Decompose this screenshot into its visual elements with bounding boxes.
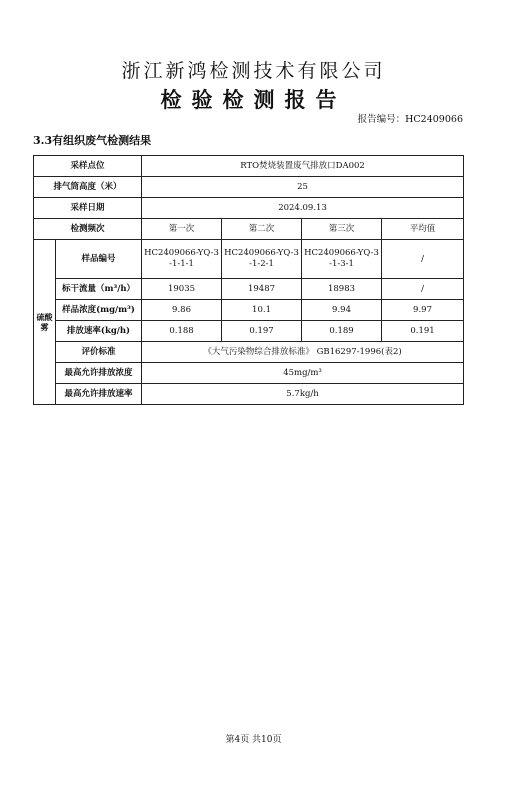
table-row — [34, 219, 464, 240]
pollutant-name: 硫酸雾 — [34, 240, 56, 405]
table-row — [34, 342, 464, 363]
sample-id-avg: / — [382, 240, 464, 279]
table-row — [34, 384, 464, 405]
results-table — [33, 155, 464, 405]
table-row — [34, 156, 464, 177]
concentration-1: 9.86 — [142, 300, 222, 321]
concentration-3: 9.94 — [302, 300, 382, 321]
max-concentration-label: 最高允许排放浓度 — [56, 363, 142, 384]
table-row — [34, 363, 464, 384]
flow-label: 标干流量（m³/h） — [56, 279, 142, 300]
flow-avg: / — [382, 279, 464, 300]
max-rate-label: 最高允许排放速率 — [56, 384, 142, 405]
standard-label: 评价标准 — [56, 342, 142, 363]
table-row — [34, 177, 464, 198]
report-number: 报告编号：HC2409066 — [357, 114, 463, 125]
max-rate-value: 5.7kg/h — [142, 384, 464, 405]
sampling-point-label: 采样点位 — [34, 156, 142, 177]
flow-3: 18983 — [302, 279, 382, 300]
sample-id-1: HC2409066-YQ-3-1-1-1 — [142, 240, 222, 279]
company-name: 浙江新鸿检测技术有限公司 — [121, 60, 386, 82]
sample-id-label: 样品编号 — [56, 240, 142, 279]
table-row — [34, 321, 464, 342]
flow-2: 19487 — [222, 279, 302, 300]
page-footer: 第4页 共10页 — [225, 735, 282, 745]
emission-rate-2: 0.197 — [222, 321, 302, 342]
frequency-col-2: 第二次 — [222, 219, 302, 240]
emission-rate-3: 0.189 — [302, 321, 382, 342]
table-row — [34, 279, 464, 300]
sampling-date-label: 采样日期 — [34, 198, 142, 219]
flow-1: 19035 — [142, 279, 222, 300]
frequency-label: 检测频次 — [34, 219, 142, 240]
emission-rate-avg: 0.191 — [382, 321, 464, 342]
frequency-col-3: 第三次 — [302, 219, 382, 240]
emission-rate-label: 排放速率(kg/h) — [56, 321, 142, 342]
table-row — [34, 240, 464, 279]
table-row — [34, 198, 464, 219]
concentration-2: 10.1 — [222, 300, 302, 321]
section-title: 3.3有组织废气检测结果 — [33, 134, 152, 147]
emission-rate-1: 0.188 — [142, 321, 222, 342]
frequency-col-avg: 平均值 — [382, 219, 464, 240]
frequency-col-1: 第一次 — [142, 219, 222, 240]
sampling-point-value: RTO焚烧装置废气排放口DA002 — [142, 156, 464, 177]
stack-height-label: 排气筒高度（米） — [34, 177, 142, 198]
concentration-avg: 9.97 — [382, 300, 464, 321]
standard-value: 《大气污染物综合排放标准》 GB16297-1996(表2) — [142, 342, 464, 363]
stack-height-value: 25 — [142, 177, 464, 198]
sampling-date-value: 2024.09.13 — [142, 198, 464, 219]
table-row — [34, 300, 464, 321]
sample-id-2: HC2409066-YQ-3-1-2-1 — [222, 240, 302, 279]
max-concentration-value: 45mg/m³ — [142, 363, 464, 384]
document-title: 检验检测报告 — [160, 87, 347, 112]
concentration-label: 样品浓度(mg/m³) — [56, 300, 142, 321]
sample-id-3: HC2409066-YQ-3-1-3-1 — [302, 240, 382, 279]
